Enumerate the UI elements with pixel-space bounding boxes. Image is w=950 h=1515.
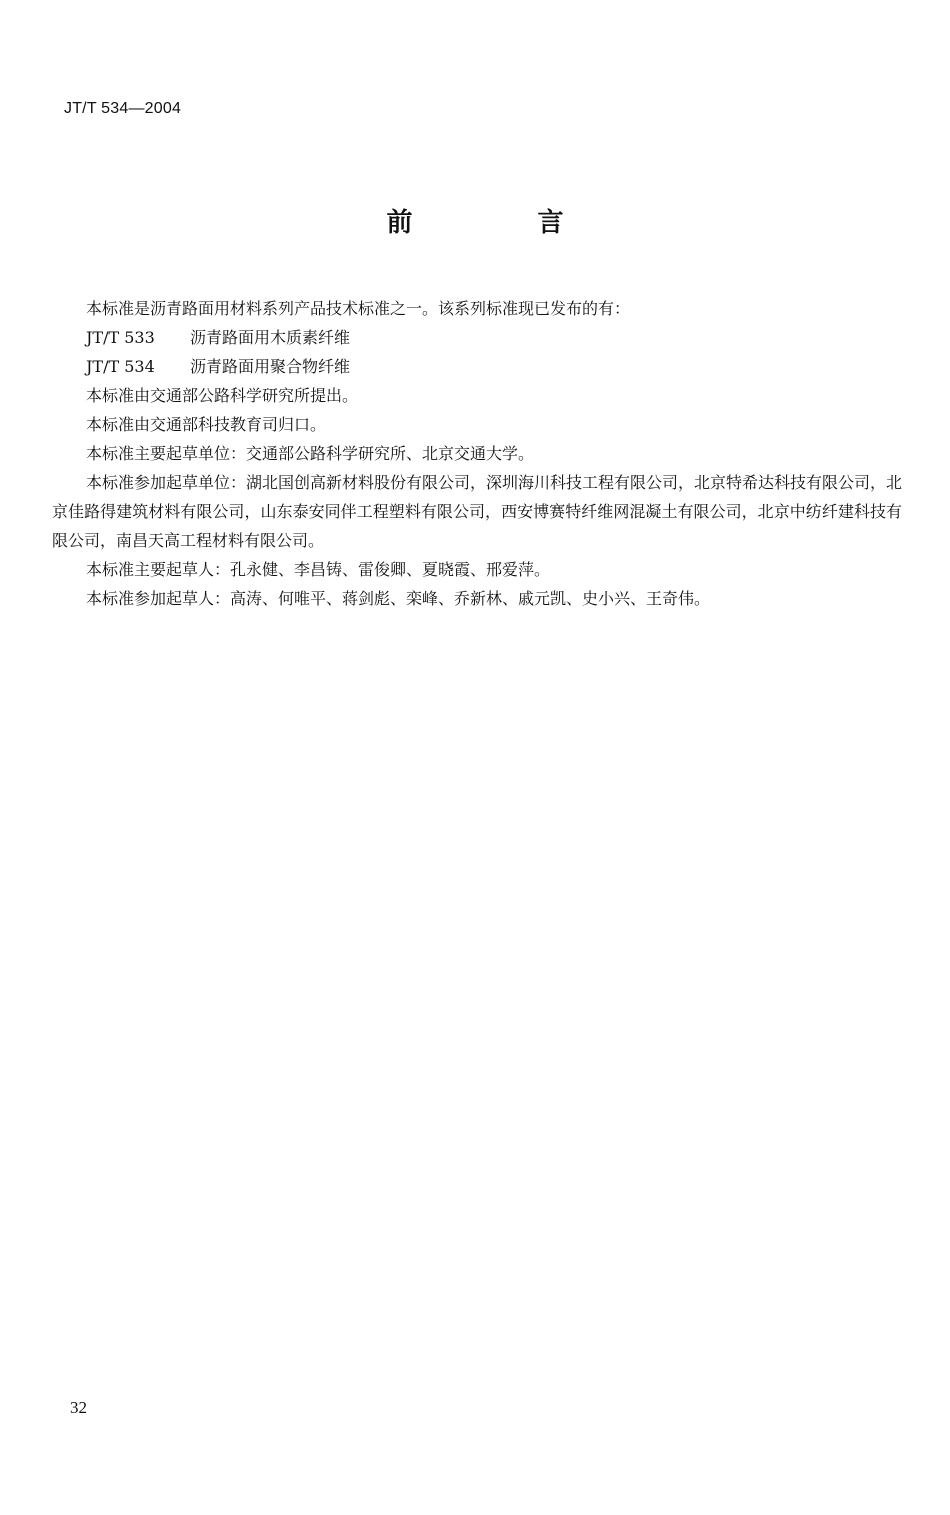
intro-paragraph: 本标准是沥青路面用材料系列产品技术标准之一。该系列标准现已发布的有： xyxy=(86,299,631,318)
page-number: 32 xyxy=(70,1398,87,1417)
main-drafters-paragraph: 本标准主要起草人：孔永健、李昌铸、雷俊卿、夏晓霞、邢爱萍。 xyxy=(86,560,551,579)
participating-drafters-paragraph: 本标准参加起草人：高涛、何唯平、蒋剑彪、栾峰、乔新林、戚元凯、史小兴、王奇伟。 xyxy=(86,589,711,608)
participating-units-paragraph: 本标准参加起草单位：湖北国创高新材料股份有限公司，深圳海川科技工程有限公司，北京特希达科技有限公司，北京佳路得建筑材料有限公司，山东泰安同伴工程塑料有限公司，西安博赛特纤维网混凝土有限公司，北京中纺纤建科技有限公司，南昌天高工程材料有限公司。 xyxy=(52,473,903,550)
related-standard-code: JT/T 534 xyxy=(86,357,155,376)
related-standard-item xyxy=(52,323,902,352)
related-standard-item xyxy=(52,352,902,381)
foreword-body xyxy=(52,294,902,613)
main-drafting-units-paragraph: 本标准主要起草单位：交通部公路科学研究所、北京交通大学。 xyxy=(86,444,535,463)
page-title: 前 言 xyxy=(386,208,622,238)
centralized-paragraph: 本标准由交通部科技教育司归口。 xyxy=(86,415,327,434)
proposer-paragraph: 本标准由交通部公路科学研究所提出。 xyxy=(86,386,359,405)
related-standard-name: 沥青路面用聚合物纤维 xyxy=(190,357,351,376)
related-standard-code: JT/T 533 xyxy=(86,328,155,347)
related-standard-name: 沥青路面用木质素纤维 xyxy=(190,328,351,347)
standard-code-header: JT/T 534—2004 xyxy=(64,100,182,117)
